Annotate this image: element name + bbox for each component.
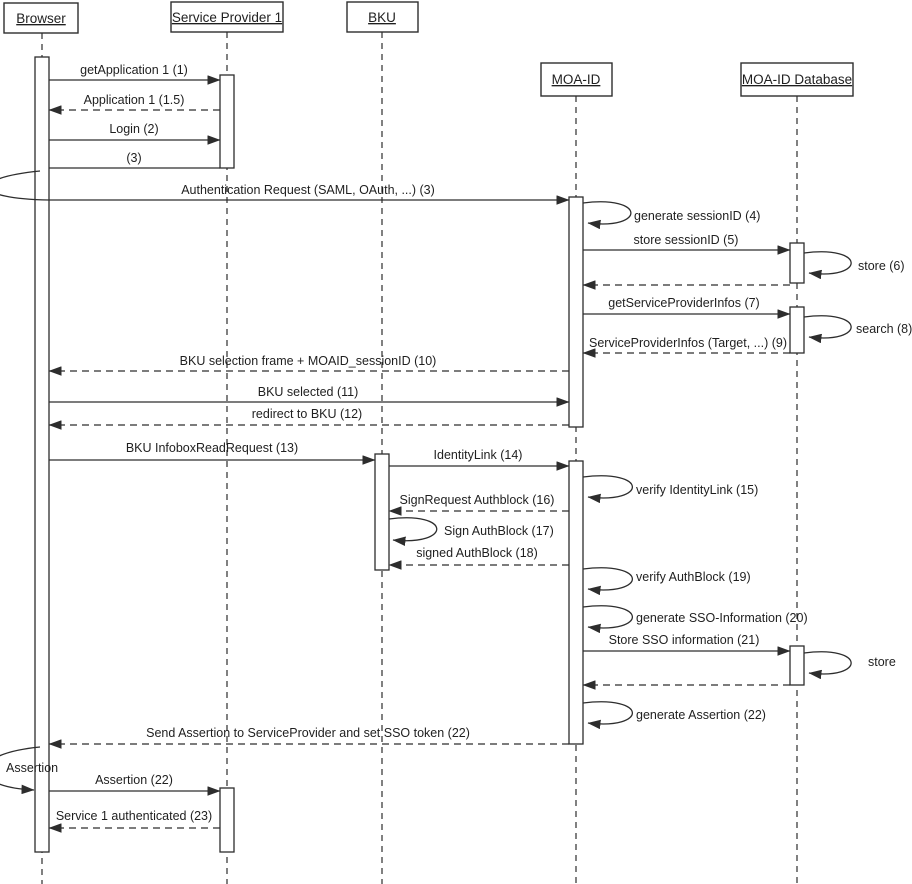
message-bku-selection-frame xyxy=(49,354,569,371)
message-verify-authblock xyxy=(583,568,751,590)
message-search-label: search (8) xyxy=(856,322,912,336)
message-sign-authblock xyxy=(389,518,554,541)
message-serviceproviderinfos xyxy=(583,336,790,353)
participant-bku xyxy=(347,2,418,32)
activation-browser xyxy=(35,57,49,852)
message-signed-authblock-label: signed AuthBlock (18) xyxy=(416,546,538,560)
message-getapplication xyxy=(49,63,220,80)
message-generate-assertion-label: generate Assertion (22) xyxy=(636,708,766,722)
message-store-sessionid xyxy=(583,233,790,250)
message-send-assertion-label: Send Assertion to ServiceProvider and set SSO token (22) xyxy=(146,726,470,740)
message-generate-sessionid-label: generate sessionID (4) xyxy=(634,209,761,223)
participant-service-provider-1 xyxy=(171,2,283,32)
message-bku-infoboxreadrequest xyxy=(49,441,375,460)
message-generate-sso-information xyxy=(583,606,808,628)
message-verify-identitylink xyxy=(583,476,758,498)
message-bku-infoboxreadrequest-label: BKU InfoboxReadRequest (13) xyxy=(125,441,299,455)
self-loop-store xyxy=(804,652,851,674)
self-loop-sign-authblock xyxy=(389,518,437,541)
self-loop-generate-sessionid xyxy=(583,202,631,224)
assertion-loop-label: Assertion xyxy=(6,761,59,775)
message-bku-selection-frame-label: BKU selection frame + MOAID_sessionID (10) xyxy=(179,354,437,368)
participant-browser xyxy=(4,3,78,33)
message-store-sso-information-label: Store SSO information (21) xyxy=(608,633,760,647)
message-3 xyxy=(49,151,220,168)
message-login xyxy=(49,122,220,140)
activation-bku xyxy=(375,454,389,570)
message-generate-assertion xyxy=(583,702,766,724)
message-service-authenticated xyxy=(49,809,220,828)
participant-browser-label: Browser xyxy=(16,11,66,26)
message-store-sessionid-label: store sessionID (5) xyxy=(633,233,739,247)
self-loop-generate-assertion xyxy=(583,702,632,724)
message-sign-authblock-label: Sign AuthBlock (17) xyxy=(444,524,554,538)
message-generate-sso-information-label: generate SSO-Information (20) xyxy=(636,611,808,625)
self-loop-store-6 xyxy=(804,252,851,274)
message-store xyxy=(804,652,896,674)
message-store-sso-information xyxy=(583,633,790,651)
activation-moa-id-bottom xyxy=(569,461,583,744)
participant-moa-id-label: MOA-ID xyxy=(551,72,601,87)
self-loop-generate-sso-information xyxy=(583,606,632,628)
activation-moa-id-top xyxy=(569,197,583,427)
message-getapplication-label: getApplication 1 (1) xyxy=(80,63,188,77)
message-authentication-request xyxy=(49,183,569,200)
message-redirect-to-bku-label: redirect to BKU (12) xyxy=(251,407,363,421)
message-getserviceproviderinfos-label: getServiceProviderInfos (7) xyxy=(608,296,760,310)
message-redirect-to-bku xyxy=(49,407,569,425)
participant-bku-label: BKU xyxy=(368,10,396,25)
message-search xyxy=(804,316,912,338)
self-loop-verify-authblock xyxy=(583,568,632,590)
message-signed-authblock xyxy=(389,546,569,565)
message-assertion-label: Assertion (22) xyxy=(95,773,173,787)
message-signrequest-authblock-label: SignRequest Authblock (16) xyxy=(399,493,555,507)
message-identitylink xyxy=(389,448,569,466)
message-signrequest-authblock xyxy=(389,493,569,511)
message-authentication-request-label: Authentication Request (SAML, OAuth, ...) (3) xyxy=(181,183,435,197)
activation-db-store-session xyxy=(790,243,804,283)
activation-service-provider-1-top xyxy=(220,75,234,168)
message-verify-authblock-label: verify AuthBlock (19) xyxy=(636,570,751,584)
activation-service-provider-1-bottom xyxy=(220,788,234,852)
message-bku-selected-label: BKU selected (11) xyxy=(257,385,359,399)
message-application-label: Application 1 (1.5) xyxy=(83,93,185,107)
message-3-label: (3) xyxy=(126,151,142,165)
participant-moa-id xyxy=(541,63,612,96)
self-loop-verify-identitylink xyxy=(583,476,632,498)
participant-moa-id-database xyxy=(741,63,853,96)
message-bku-selected xyxy=(49,385,569,402)
activation-db-search xyxy=(790,307,804,353)
participant-moa-id-database-label: MOA-ID Database xyxy=(741,72,853,87)
message-verify-identitylink-label: verify IdentityLink (15) xyxy=(636,483,759,497)
message-generate-sessionid xyxy=(583,202,760,224)
message-getserviceproviderinfos xyxy=(583,296,790,314)
message-store-label: store xyxy=(868,655,896,669)
message-service-authenticated-label: Service 1 authenticated (23) xyxy=(55,809,213,823)
message-store-6-label: store (6) xyxy=(858,259,905,273)
message-assertion xyxy=(49,773,220,791)
message-store-6 xyxy=(804,252,905,274)
self-loop-search xyxy=(804,316,851,338)
message-serviceproviderinfos-label: ServiceProviderInfos (Target, ...) (9) xyxy=(589,336,787,350)
message-identitylink-label: IdentityLink (14) xyxy=(433,448,523,462)
message-application xyxy=(49,93,220,110)
participant-service-provider-1-label: Service Provider 1 xyxy=(171,10,283,25)
message-send-assertion xyxy=(49,726,569,744)
activation-db-store-sso xyxy=(790,646,804,685)
message-login-label: Login (2) xyxy=(109,122,159,136)
